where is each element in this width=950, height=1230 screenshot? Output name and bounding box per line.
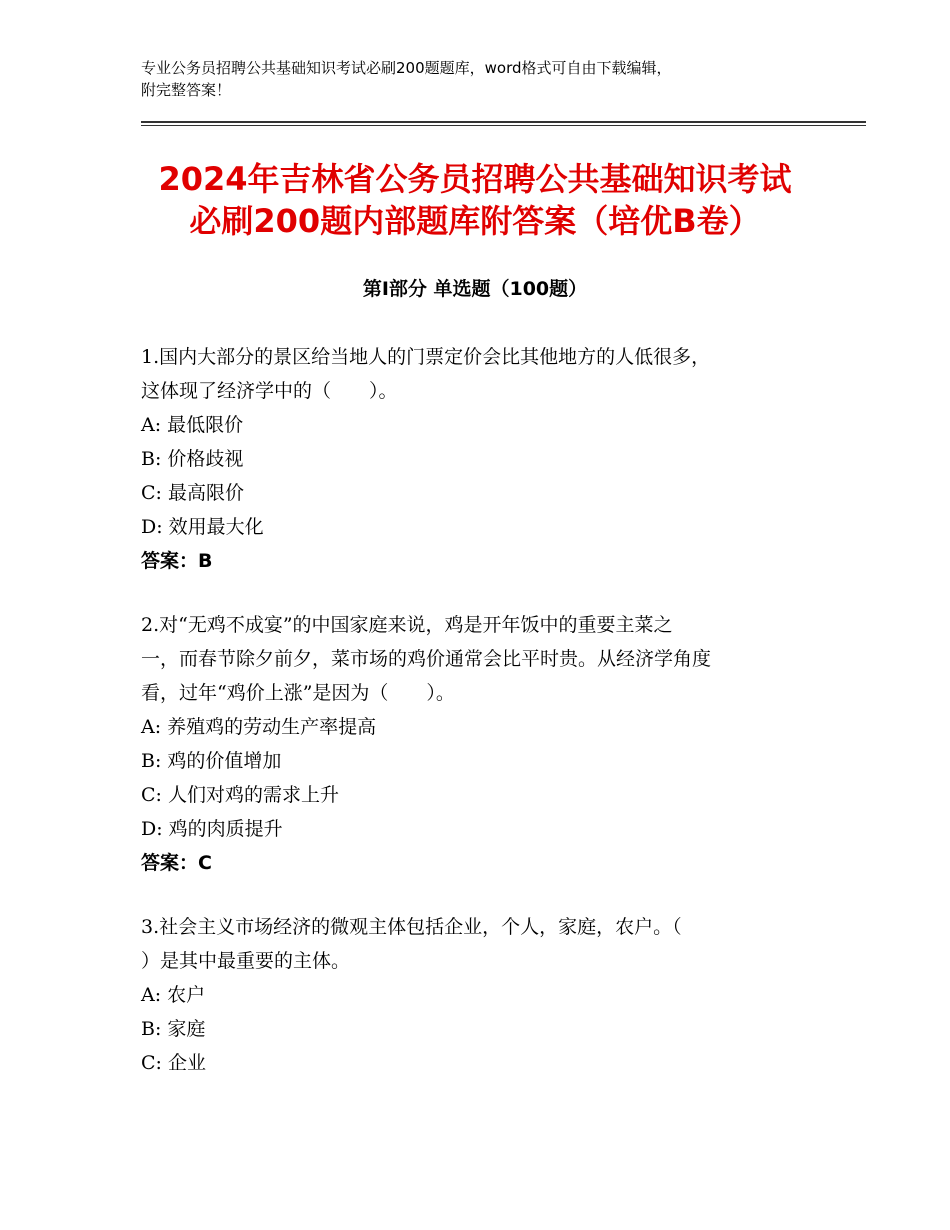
question-text: 这体现了经济学中的（ ）。 <box>141 380 398 402</box>
section-title: 第Ⅰ部分 单选题（100题） <box>362 278 588 300</box>
question-text: 一，而春节除夕前夕，菜市场的鸡价通常会比平时贵。从经济学角度 <box>141 648 712 670</box>
header-divider-thick <box>141 121 866 123</box>
question-3 <box>141 910 821 1080</box>
header-note <box>141 57 821 101</box>
document-title-line: 2024年吉林省公务员招聘公共基础知识考试 <box>158 160 792 198</box>
option-c: C: 企业 <box>141 1052 206 1074</box>
question-text: ）是其中最重要的主体。 <box>141 950 351 972</box>
question-text: 3.社会主义市场经济的微观主体包括企业，个人，家庭，农户。（ <box>141 916 682 938</box>
option-a: A: 养殖鸡的劳动生产率提高 <box>141 716 377 738</box>
question-2 <box>141 608 821 880</box>
option-c: C: 人们对鸡的需求上升 <box>141 784 339 806</box>
question-list <box>141 340 821 1110</box>
header-divider-thin <box>141 125 866 126</box>
answer: 答案：B <box>141 550 213 572</box>
option-b: B: 价格歧视 <box>141 448 244 470</box>
document-title-line: 必刷200题内部题库附答案（培优B卷） <box>189 202 761 240</box>
option-a: A: 农户 <box>141 984 206 1006</box>
question-text: 看，过年“鸡价上涨”是因为（ ）。 <box>141 682 455 704</box>
option-d: D: 鸡的肉质提升 <box>141 818 283 840</box>
option-a: A: 最低限价 <box>141 414 244 436</box>
question-text: 1.国内大部分的景区给当地人的门票定价会比其他地方的人低很多， <box>141 346 711 368</box>
header-note-line: 附完整答案！ <box>141 81 232 99</box>
header-note-line: 专业公务员招聘公共基础知识考试必刷200题题库，word格式可自由下载编辑， <box>141 59 672 77</box>
option-d: D: 效用最大化 <box>141 516 264 538</box>
option-b: B: 鸡的价值增加 <box>141 750 282 772</box>
option-c: C: 最高限价 <box>141 482 244 504</box>
document-title <box>110 158 840 242</box>
option-b: B: 家庭 <box>141 1018 206 1040</box>
question-text: 2.对“无鸡不成宴”的中国家庭来说，鸡是开年饭中的重要主菜之 <box>141 614 673 636</box>
question-1 <box>141 340 821 578</box>
answer: 答案：C <box>141 852 212 874</box>
